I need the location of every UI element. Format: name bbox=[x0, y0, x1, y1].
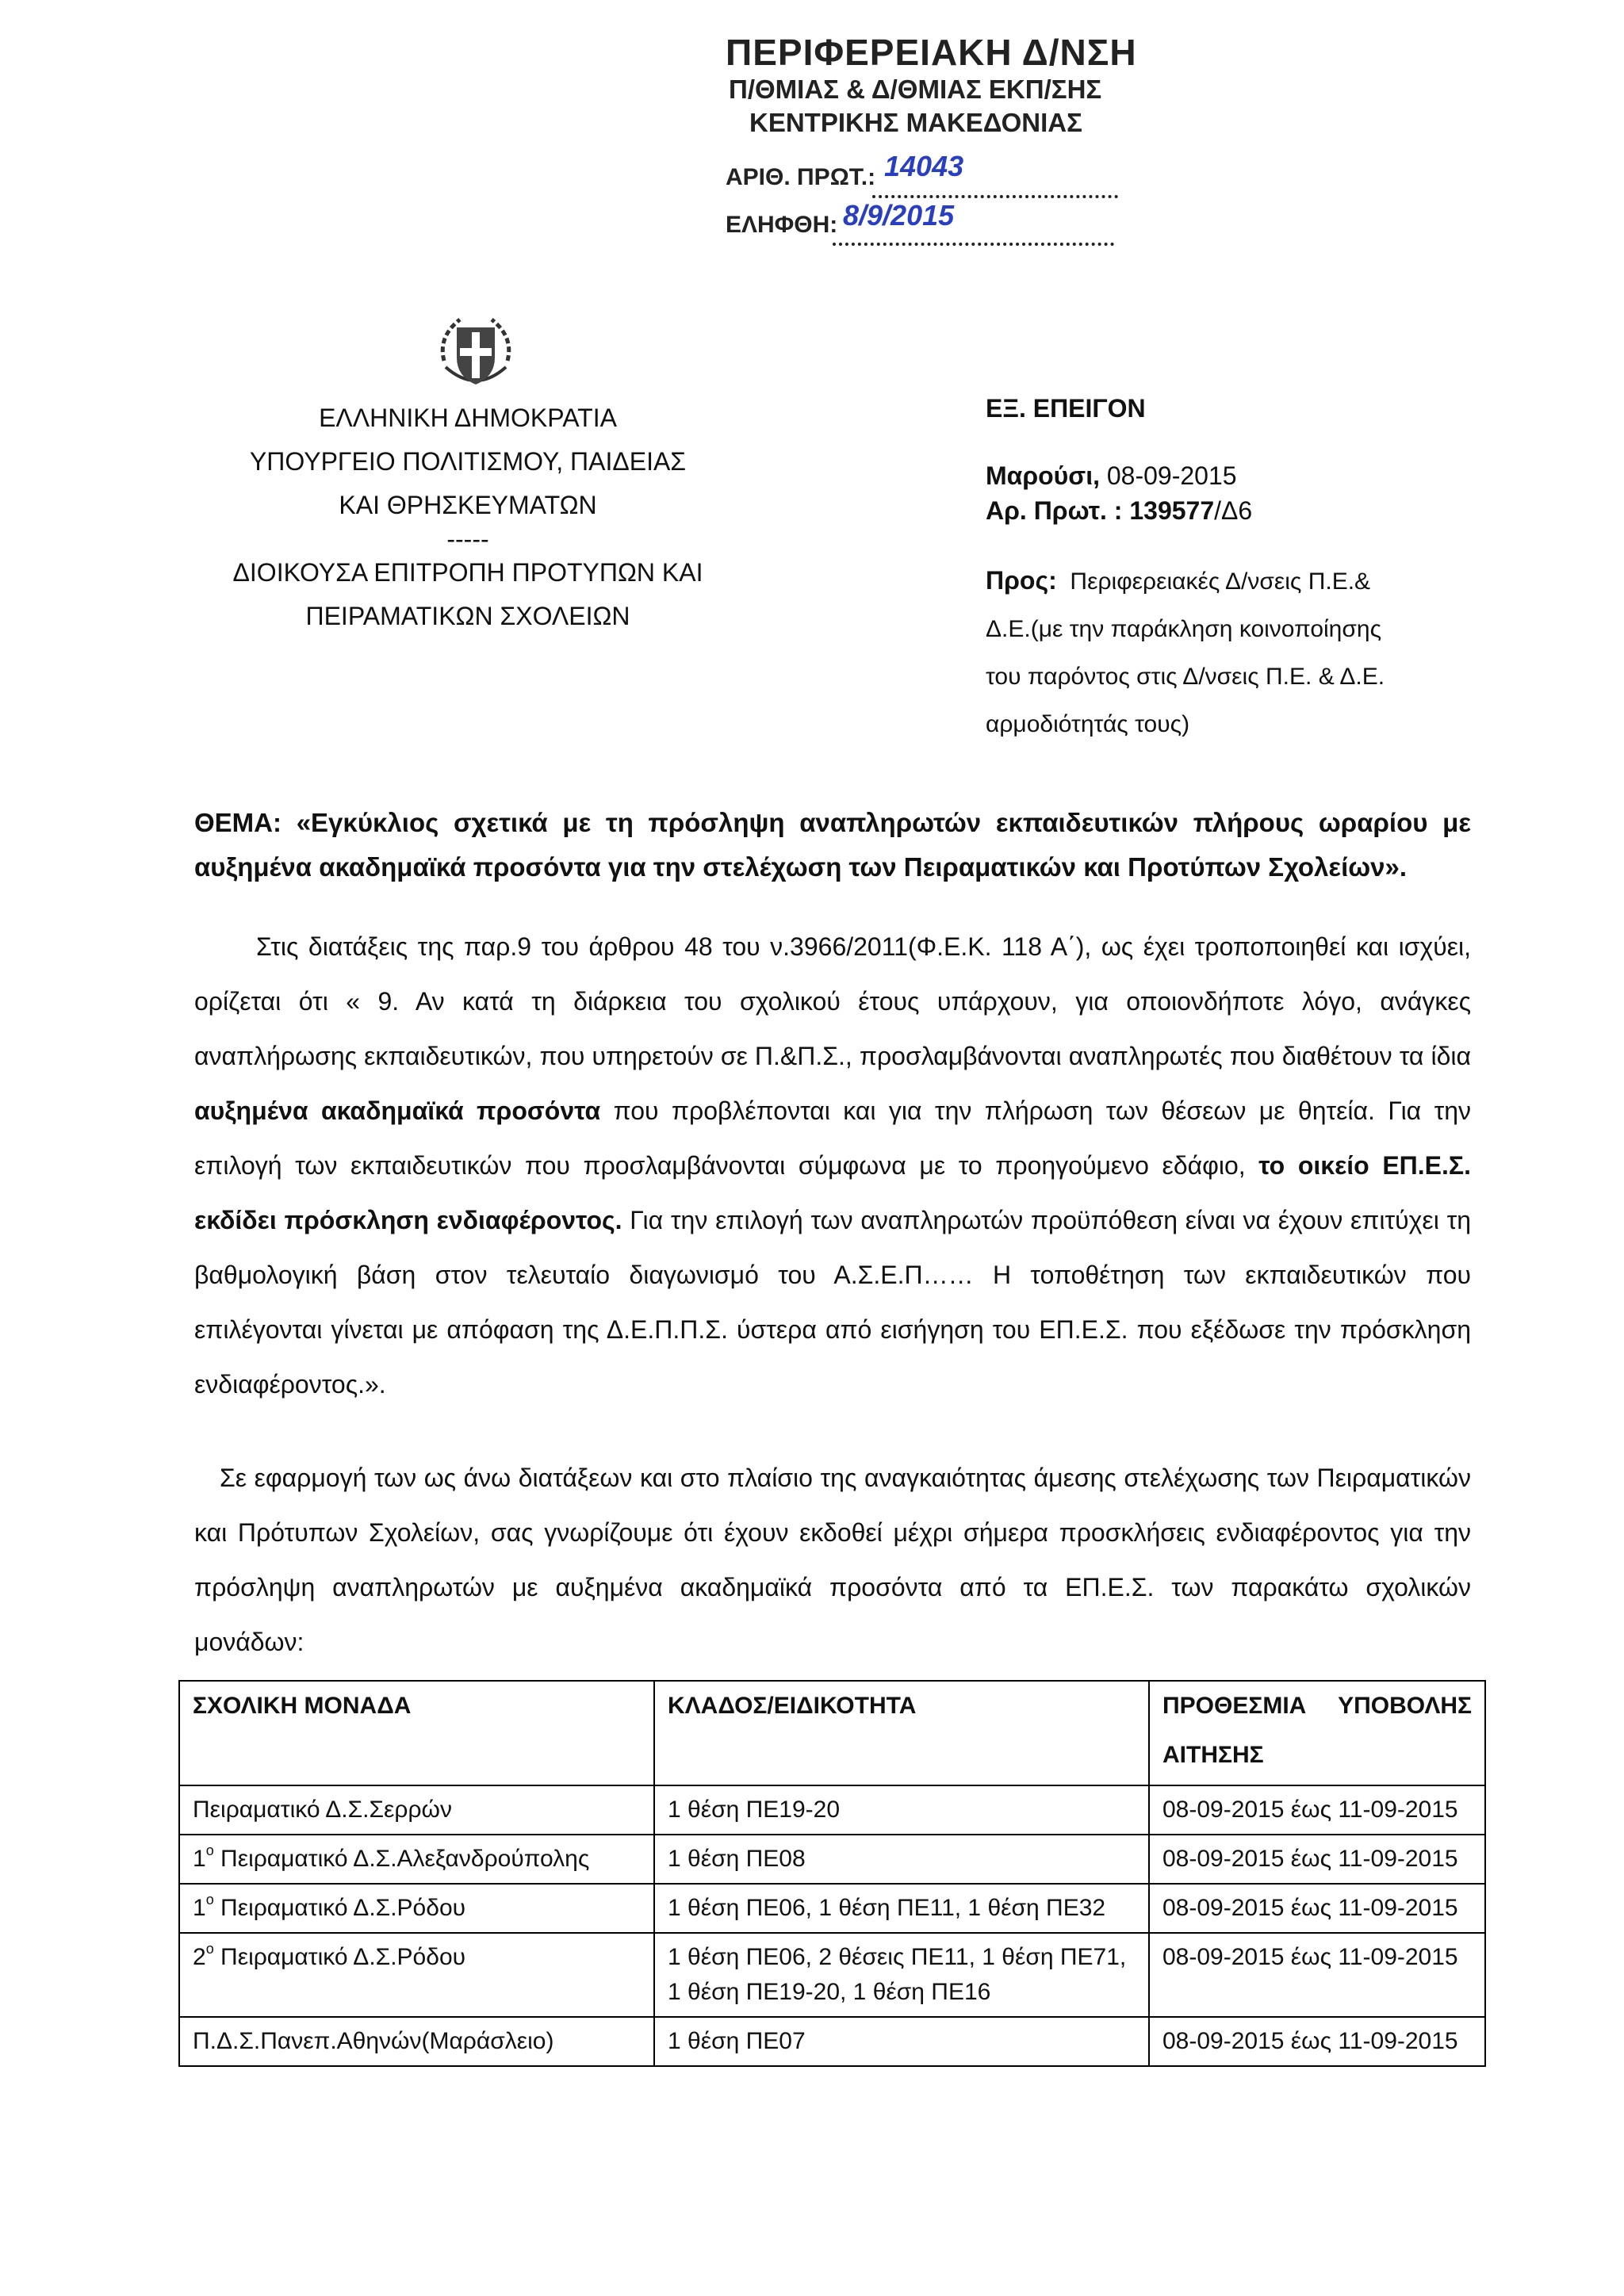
row-deadline: 08-09-2015 έως 11-09-2015 bbox=[1149, 1785, 1485, 1835]
header-committee: ΔΙΟΙΚΟΥΣΑ ΕΠΙΤΡΟΠΗ ΠΡΟΤΥΠΩΝ ΚΑΙ bbox=[232, 558, 703, 587]
header-ministry: ΥΠΟΥΡΓΕΙΟ ΠΟΛΙΤΙΣΜΟΥ, ΠΑΙΔΕΙΑΣ bbox=[249, 447, 687, 476]
table-row bbox=[179, 1835, 1485, 1884]
row-specialty: 1 θέση ΠΕ06, 2 θέσεις ΠΕ11, 1 θέση ΠΕ71, 1 θέση ΠΕ19-20, 1 θέση ΠΕ16 bbox=[654, 1933, 1149, 2017]
stamp-protocol-value: 14043 bbox=[884, 150, 964, 182]
protocol-number bbox=[986, 493, 1493, 528]
body-paragraph-1 bbox=[194, 920, 1471, 1412]
row-specialty: 1 θέση ΠΕ08 bbox=[654, 1835, 1149, 1884]
letter-date: 08-09-2015 bbox=[1106, 461, 1237, 490]
schools-table bbox=[178, 1680, 1486, 2067]
recipients-label: Προς: bbox=[986, 566, 1057, 595]
header-ministry-cont: ΚΑΙ ΘΡΗΣΚΕΥΜΑΤΩΝ bbox=[339, 491, 597, 519]
row-school: $1^o$ Πειραματικό Δ.Σ.Ρόδου bbox=[179, 1884, 654, 1933]
table-header-row bbox=[179, 1681, 1485, 1785]
header-school: ΣΧΟΛΙΚΗ ΜΟΝΑΔΑ bbox=[179, 1681, 654, 1785]
row-school: Πειραματικό Δ.Σ.Σερρών bbox=[179, 1785, 654, 1835]
greek-emblem-icon bbox=[428, 305, 523, 400]
stamp-received-field bbox=[726, 201, 1138, 249]
row-deadline: 08-09-2015 έως 11-09-2015 bbox=[1149, 1835, 1485, 1884]
urgent-label: ΕΞ. ΕΠΕΙΓΟΝ bbox=[986, 394, 1146, 423]
recipients-line-3: του παρόντος στις Δ/νσεις Π.Ε. & Δ.Ε. bbox=[986, 664, 1385, 690]
recipients bbox=[986, 557, 1493, 748]
p1-text-2: που προβλέπονται και για την πλήρωση των θέσεων με θητεία. Για την επιλογή των εκπαιδευτικών που προσλαμβάνονται σύμφωνα με το προηγούμενο εδάφιο, bbox=[194, 1096, 1472, 1180]
row-deadline: 08-09-2015 έως 11-09-2015 bbox=[1149, 1884, 1485, 1933]
row-specialty: 1 θέση ΠΕ19-20 bbox=[654, 1785, 1149, 1835]
body-paragraph-2: Σε εφαρμογή των ως άνω διατάξεων και στο πλαίσιο της αναγκαιότητας άμεσης στελέχωσης των Πειραματικών και Πρότυπων Σχολείων, σας γνωρίζουμε ότι έχουν εκδοθεί μέχρι σήμερα προσκλήσεις ενδιαφέροντος για την πρόσληψη αναπληρωτών με αυξημένα ακαδημαϊκά προσόντα από τα ΕΠ.Ε.Σ. των παρακάτω σχολικών μονάδων: bbox=[194, 1464, 1471, 1656]
header-deadline-c: ΑΙΤΗΣΗΣ bbox=[1162, 1742, 1264, 1768]
protocol-suffix: /Δ6 bbox=[1214, 496, 1253, 525]
letter-meta bbox=[986, 388, 1493, 748]
row-school: $2^o$ Πειραματικό Δ.Σ.Ρόδου bbox=[179, 1933, 654, 2017]
header-specialty: ΚΛΑΔΟΣ/ΕΙΔΙΚΟΤΗΤΑ bbox=[654, 1681, 1149, 1785]
table-row bbox=[179, 1933, 1485, 2017]
protocol-value: 139577 bbox=[1129, 496, 1215, 525]
stamp-received-value: 8/9/2015 bbox=[843, 199, 955, 232]
stamp-protocol-label: ΑΡΙΘ. ΠΡΩΤ.: bbox=[726, 164, 876, 190]
stamp-line-3: ΚΕΝΤΡΙΚΗΣ ΜΑΚΕΔΟΝΙΑΣ bbox=[749, 108, 1082, 137]
header-deadline-a: ΠΡΟΘΕΣΜΙΑ bbox=[1162, 1693, 1307, 1719]
p1-bold-2: το οικείο ΕΠ.Ε.Σ. εκδίδει πρόσκληση ενδιαφέροντος. bbox=[194, 1151, 1471, 1234]
protocol-label: Αρ. Πρωτ. : bbox=[986, 496, 1123, 525]
row-school: $1^o$ Πειραματικό Δ.Σ.Αλεξανδρούπολης bbox=[179, 1835, 654, 1884]
stamp-line-2: Π/ΘΜΙΑΣ & Δ/ΘΜΙΑΣ ΕΚΠ/ΣΗΣ bbox=[729, 75, 1102, 104]
header-deadline-b: ΥΠΟΒΟΛΗΣ bbox=[1338, 1693, 1472, 1719]
stamp-line-1: ΠΕΡΙΦΕΡΕΙΑΚΗ Δ/ΝΣΗ bbox=[726, 32, 1137, 73]
header-country: ΕΛΛΗΝΙΚΗ ΔΗΜΟΚΡΑΤΙΑ bbox=[319, 404, 617, 432]
place-label: Μαρούσι, bbox=[986, 461, 1100, 490]
p1-bold-1: αυξημένα ακαδημαϊκά προσόντα bbox=[194, 1096, 601, 1125]
received-stamp bbox=[726, 32, 1138, 249]
recipients-line-4: αρμοδιότητάς τους) bbox=[986, 711, 1190, 737]
header-committee-cont: ΠΕΙΡΑΜΑΤΙΚΩΝ ΣΧΟΛΕΙΩΝ bbox=[305, 602, 630, 630]
row-deadline: 08-09-2015 έως 11-09-2015 bbox=[1149, 2017, 1485, 2066]
row-deadline: 08-09-2015 έως 11-09-2015 bbox=[1149, 1933, 1485, 2017]
stamp-received-label: ΕΛΗΦΘΗ: bbox=[726, 212, 838, 238]
recipients-line-2: Δ.Ε.(με την παράκληση κοινοποίησης bbox=[986, 616, 1382, 642]
ministry-header bbox=[182, 396, 753, 638]
row-specialty: 1 θέση ΠΕ06, 1 θέση ΠΕ11, 1 θέση ΠΕ32 bbox=[654, 1884, 1149, 1933]
table-row bbox=[179, 2017, 1485, 2066]
header-separator: ----- bbox=[446, 525, 489, 553]
row-specialty: 1 θέση ΠΕ07 bbox=[654, 2017, 1149, 2066]
table-row bbox=[179, 1785, 1485, 1835]
subject: ΘΕΜΑ: «Εγκύκλιος σχετικά με τη πρόσληψη αναπληρωτών εκπαιδευτικών πλήρους ωραρίου με αυξημένα ακαδημαϊκά προσόντα για την στελέχωση των Πειραματικών και Προτύπων Σχολείων». bbox=[194, 808, 1471, 882]
p1-text-3: Για την επιλογή των αναπληρωτών προϋπόθεση είναι να έχουν επιτύχει τη βαθμολογική βάση στον τελευταίο διαγωνισμό του Α.Σ.Ε.Π…… Η τοποθέτηση των εκπαιδευτικών που επιλέγονται γίνεται με απόφαση της Δ.Ε.Π.Π.Σ. ύστερα από εισήγηση του ΕΠ.Ε.Σ. που εξέδωσε την πρόσκληση ενδιαφέροντος.». bbox=[194, 1206, 1472, 1399]
table-row bbox=[179, 1884, 1485, 1933]
recipients-line-1: Περιφερειακές Δ/νσεις Π.Ε.& bbox=[1070, 568, 1371, 595]
header-deadline bbox=[1149, 1681, 1485, 1785]
place-date bbox=[986, 458, 1493, 493]
row-school: Π.Δ.Σ.Πανεπ.Αθηνών(Μαράσλειο) bbox=[179, 2017, 654, 2066]
p1-text-1: Στις διατάξεις της παρ.9 του άρθρου 48 του ν.3966/2011(Φ.Ε.Κ. 118 Α΄), ως έχει τροποποιηθεί και ισχύει, ορίζεται ότι « 9. Αν κατά τη διάρκεια του σχολικού έτους υπάρχουν, για οποιονδήποτε λόγο, ανάγκες αναπλήρωσης εκπαιδευτικών, που υπηρετούν σε Π.&Π.Σ., προσλαμβάνονται αναπληρωτές που διαθέτουν τα ίδια bbox=[194, 932, 1471, 1070]
